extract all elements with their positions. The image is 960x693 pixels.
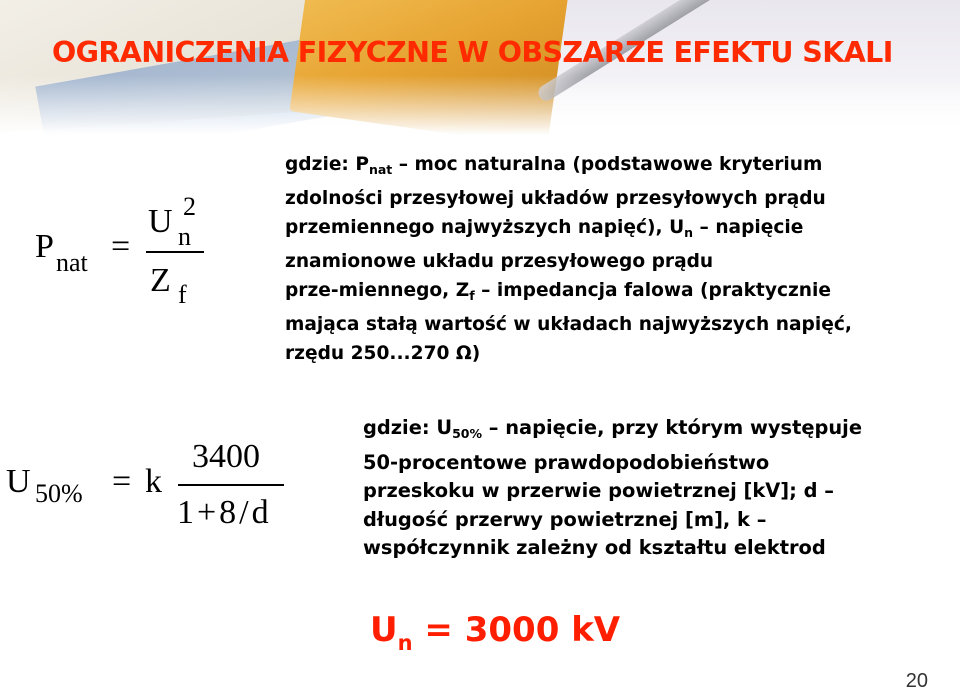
result-symbol: U	[370, 610, 398, 650]
para1-line1-b: – moc naturalna (podstawowe kryterium	[392, 154, 823, 175]
para2-line2: 50-procentowe prawdopodobieństwo	[363, 450, 770, 474]
para2-line5: współczynnik zależny od kształtu elektrod	[363, 536, 826, 559]
formula1-num-sub: n	[178, 222, 191, 251]
formula1-fraction-line	[146, 251, 204, 253]
description-natural-power	[285, 150, 852, 368]
result-value: = 3000 kV	[412, 610, 621, 650]
formula2-lhs-sub: 50%	[35, 479, 83, 508]
formula2-coef: k	[145, 463, 162, 500]
para2-line4: długość przerwy powietrznej [m], k –	[363, 507, 767, 531]
para1-line3-b: – napięcie	[693, 217, 804, 238]
result-rated-voltage	[370, 610, 620, 655]
para1-line3-sub: n	[684, 225, 694, 240]
formula1-equals: =	[111, 228, 131, 265]
formula1-num-sup: 2	[183, 192, 196, 221]
formula1-lhs-symbol: P	[35, 228, 54, 265]
formula2-numerator: 3400	[192, 438, 260, 475]
para1-line4: znamionowe układu przesyłowego prądu	[285, 251, 714, 272]
para1-line2: zdolności przesyłowej układów przesyłowych prądu	[285, 188, 826, 209]
formula1-num-symbol: U	[148, 203, 173, 240]
formula1-lhs-sub: nat	[56, 248, 88, 277]
formula2-equals: =	[112, 463, 132, 500]
formula1-den-symbol: Z	[150, 262, 171, 299]
para1-line1-sub: nat	[368, 162, 393, 177]
para1-line5-a: prze-miennego, Z	[285, 280, 470, 301]
para1-line7: rzędu 250...270 Ω)	[285, 343, 481, 364]
para1-line5-b: – impedancja falowa (praktycznie	[474, 280, 832, 301]
para2-line1-b: – napięcie, przy którym występuje	[482, 416, 862, 439]
description-flashover-voltage	[363, 414, 862, 563]
para2-line3: przeskoku w przerwie powietrznej [kV]; d –	[363, 479, 834, 502]
para1-line3-a: przemiennego najwyższych napięć), U	[285, 217, 685, 238]
para2-line1-sub: 50%	[452, 426, 483, 441]
formula1-den-sub: f	[178, 280, 187, 309]
formula2-lhs-symbol: U	[6, 463, 31, 500]
formula2-denominator: 1+8/d	[177, 494, 272, 531]
page-number: 20	[905, 670, 928, 692]
para1-line1-a: gdzie: P	[285, 154, 369, 175]
para1-line5-sub: f	[469, 288, 475, 303]
photo-fade	[0, 75, 960, 135]
para2-line1-a: gdzie: U	[363, 416, 453, 439]
slide-title: OGRANICZENIA FIZYCZNE W OBSZARZE EFEKTU SKALI	[52, 36, 893, 69]
para1-line6: mająca stałą wartość w układach najwyższych napięć,	[285, 314, 852, 335]
formula2-fraction-line	[178, 484, 284, 486]
result-sub: n	[397, 631, 413, 655]
